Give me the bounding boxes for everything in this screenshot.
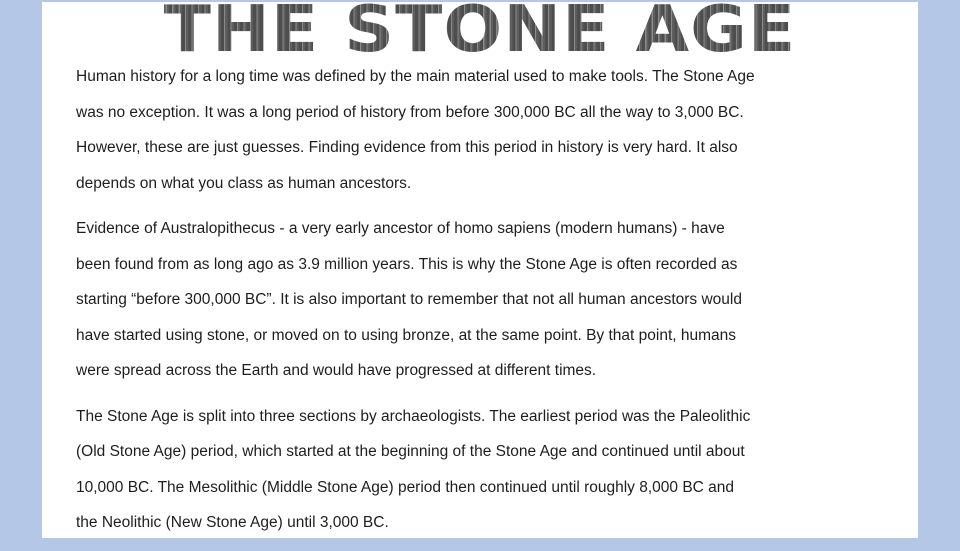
text-line: was no exception. It was a long period of history from before 300,000 BC all the way to 3,000 BC.: [76, 103, 744, 121]
document-page: [42, 2, 918, 538]
text-line: (Old Stone Age) period, which started at the beginning of the Stone Age and continued until about: [76, 443, 745, 460]
text-line: were spread across the Earth and would have progressed at different times.: [76, 362, 597, 379]
text-line: Human history for a long time was defined by the main material used to make tools. The Stone Age: [76, 68, 755, 85]
text-line: starting “before 300,000 BC”. It is also important to remember that not all human ancestors would: [76, 291, 742, 308]
paragraph-intro: [76, 59, 906, 201]
document-body: [76, 59, 906, 551]
text-line: 10,000 BC. The Mesolithic (Middle Stone Age) period then continued until roughly 8,000 BC and: [76, 478, 735, 496]
page-title: THE STONE AGE: [7, 0, 953, 66]
text-line: However, these are just guesses. Finding evidence from this period in history is very hard. It also: [76, 139, 738, 156]
text-line: Evidence of Australopithecus - a very early ancestor of homo sapiens (modern humans) - have: [76, 220, 725, 237]
text-line: depends on what you class as human ancestors.: [76, 174, 412, 192]
text-line: the Neolithic (New Stone Age) until 3,000 BC.: [76, 514, 389, 531]
paragraph-periods: [76, 399, 906, 541]
paragraph-australopithecus: [76, 211, 906, 389]
text-line: The Stone Age is split into three sections by archaeologists. The earliest period was the Paleolithic: [76, 407, 751, 425]
text-line: been found from as long ago as 3.9 million years. This is why the Stone Age is often recorded as: [76, 255, 738, 273]
text-line: have started using stone, or moved on to using bronze, at the same point. By that point, humans: [76, 326, 737, 344]
